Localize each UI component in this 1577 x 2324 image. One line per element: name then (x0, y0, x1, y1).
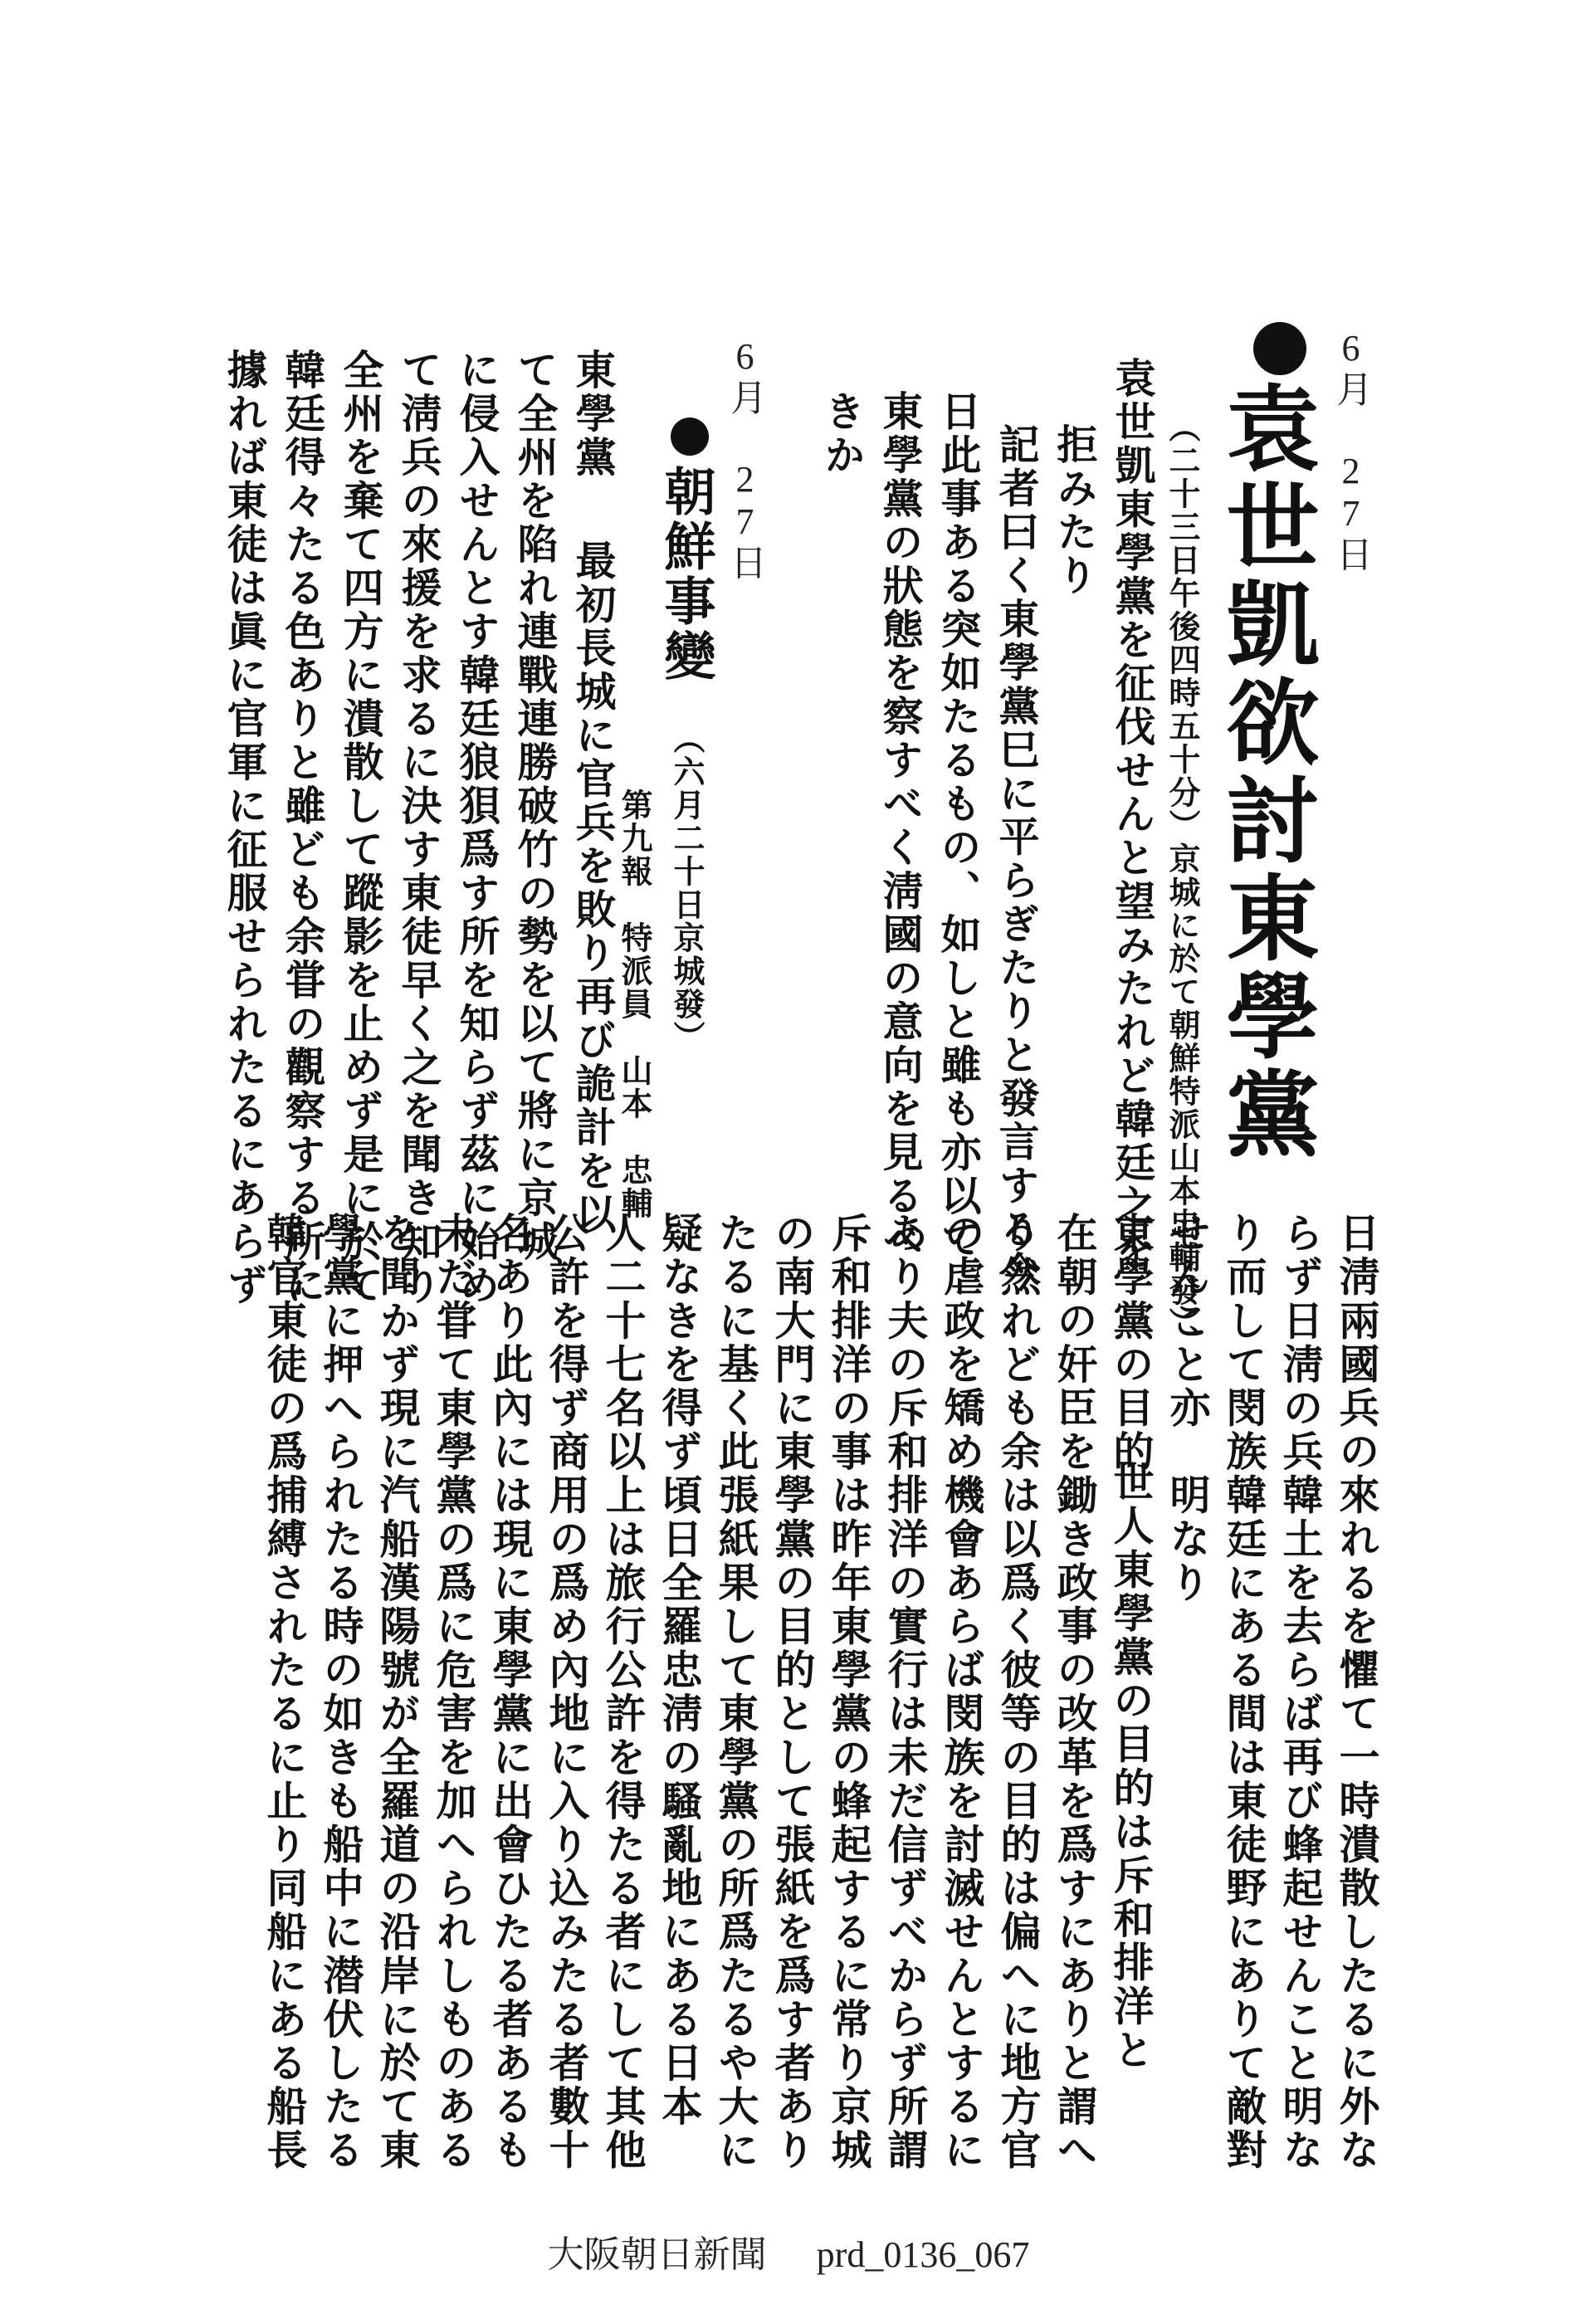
article1-line-1: 袁世凱東學黨を征伐せんと望みたれど韓廷之を (1109, 357, 1157, 1272)
article2-headline: 朝鮮事變 (656, 465, 716, 684)
article2-bullet-icon (671, 417, 709, 456)
cont-line-5: 世人東學黨の目的は斥和排洋と (1107, 1461, 1155, 2073)
article1-bullet-icon (1253, 322, 1306, 375)
cont-line-7: り然れども余は以爲く彼等の目的は偏へに地方官 (994, 1212, 1042, 2173)
cont-line-19: 學黨に押へられたる時の如きも船中に潜伏したる (317, 1212, 365, 2173)
footer-source: 大阪朝日新聞 (547, 2234, 767, 2275)
cont-line-13: 疑なきを得ず頃日全羅忠淸の騷亂地にある日本 (656, 1212, 704, 2129)
article1-line-6: きか (818, 390, 867, 477)
cont-line-11: の南大門に東學黨の目的として張紙を爲す者あり (769, 1212, 817, 2173)
cont-line-9: あり夫の斥和排洋の實行は未だ信ずべからず所謂 (881, 1212, 930, 2173)
article1-line-2: 拒みたり (1051, 423, 1099, 598)
cont-line-8: の虐政を矯め機會あらば閔族を討滅せんとするに (938, 1212, 986, 2173)
cont-line-10: 斥和排洋の事は昨年東學黨の蜂起するに常り京城 (825, 1212, 873, 2173)
article2-line-2: て全州を陷れ連戰連勝破竹の勢を以て將に京城 (511, 349, 559, 1264)
article1-line-5: 東學黨の狀態を察すべく淸國の意向を見るべ (876, 390, 925, 1262)
page-footer (0, 2224, 1577, 2278)
cont-line-14: 人二十七名以上は旅行公許を得たる者にして其他 (599, 1212, 647, 2173)
article1-line-4: 日此事ある突如たるもの、如しと雖も亦以て (935, 390, 983, 1262)
article2-byline: 第九報 特派員 山本 忠輔 (616, 788, 653, 1220)
cont-line-17: 未だ甞て東學黨の爲に危害を加へられしものある (430, 1212, 478, 2173)
article2-line-4: て淸兵の來援を求るに決す東徒早く之を聞き知り (395, 349, 443, 1307)
cont-line-3: り而して閔族韓廷にある間は東徒野にありて敵對 (1220, 1212, 1268, 2173)
cont-line-12: たるに基く此張紙果して東學黨の所爲たるや大に (712, 1212, 760, 2173)
article2-line-6: 韓廷得々たる色ありと雖ども余甞の觀察する所に (279, 349, 327, 1307)
article2-line-7: 據れば東徒は眞に官軍に征服せられたるにあらず (221, 349, 269, 1307)
article2-line-1: 最初長城に官兵を敗り再び詭計を以 (569, 540, 618, 1237)
article2-line-5: 全州を棄て四方に潰散して蹤影を止めず是に於て (337, 349, 385, 1307)
cont-line-1: 日淸兩國兵の來れるを懼て一時潰散したるに外な (1333, 1212, 1381, 2173)
cont-line-20: 韓官東徒の爲捕縛されたるに止り同船にある船長 (261, 1212, 309, 2173)
cont-line-15: 公許を得ず商用の爲め內地に入り込みたる者數十 (543, 1212, 591, 2173)
cont-section-label: 東學黨の目的 (1107, 1212, 1155, 1474)
cont-line-16: 名あり此內には現に東學黨に出會ひたる者あるも (486, 1212, 535, 2173)
article1-line-3: 記者曰く東學黨巳に平らぎたりと發言する今 (993, 423, 1041, 1295)
cont-line-4: せんこと亦 明なり (1164, 1212, 1212, 1605)
article2-line-3: に侵入せんとす韓廷狼狽爲す所を知らず茲に始め (453, 349, 501, 1307)
article2-section-label: 東學黨 (569, 349, 618, 480)
cont-line-2: らず日淸の兵韓土を去らば再び蜂起せんこと明な (1277, 1212, 1325, 2173)
footer-page-id: prd_0136_067 (816, 2234, 1030, 2275)
article2-dateline: （六月二十日京城發） (668, 722, 706, 1054)
article1-date: 6月 27日 (1330, 328, 1371, 574)
article2-date: 6月 27日 (725, 336, 765, 582)
article1-byline: （二十三日午後四時五十分）京城に於て朝鮮特派山本忠輔發）、 (1164, 411, 1201, 1358)
cont-line-18: を聞かず現に汽船漢陽號が全羅道の沿岸に於て東 (374, 1212, 422, 2173)
cont-line-6: 在朝の奸臣を鋤き政事の改革を爲すにありと謂へ (1051, 1212, 1099, 2173)
article1-headline: 袁世凱欲討東學黨 (1211, 380, 1320, 1164)
